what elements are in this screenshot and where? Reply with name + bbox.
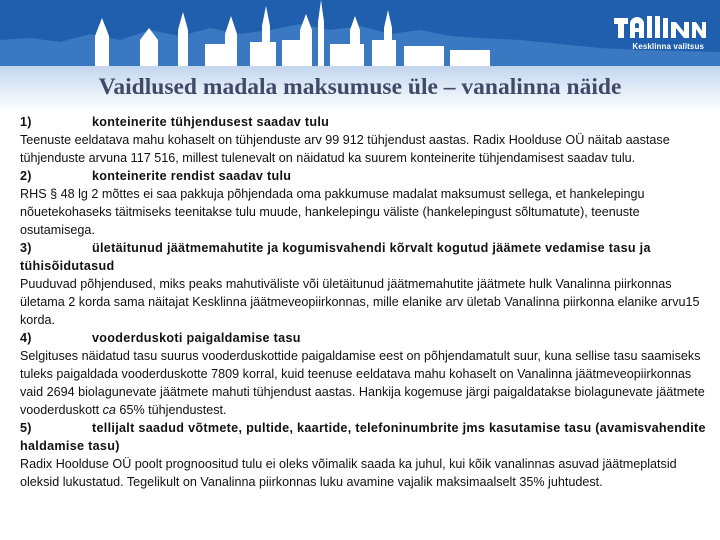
section-number: 2): [20, 169, 32, 183]
tallinn-skyline-illustration: [0, 0, 720, 66]
section-number: 3): [20, 241, 32, 255]
header-banner: [0, 0, 720, 66]
page-title: Vaidlused madala maksumuse üle – vanalinna näide: [98, 74, 622, 100]
section-body-3: Puuduvad põhjendused, miks peaks mahutiväliste või ületäitunud jäätmemahutite jäätmete hulk Vanalinna piirkonnas ületama 2 korda sama näitajat Kesklinna jäätmeveopiirkonnas, mille elanike arv ületab Vanalinna piirkonna elanike arvu15 korda.: [20, 277, 700, 327]
section-number: 4): [20, 331, 32, 345]
section-heading-text: vooderduskoti paigaldamise tasu: [92, 331, 301, 345]
section-body-4: [20, 347, 716, 419]
section-body-text: Selgituses näidatud tasu suurus vooderduskottide paigaldamise eest on põhjendamatult suur, kuna sellise tasu saamiseks tuleks paigaldada vooderduskotte 7809 korral, kuid teenuse eeldatava mahu kohaselt on Vanalinna jäätmeveopiirkonnas vaid 2694 biolagunevate jäätmete mahuti tühjendust aastas. Hankija kogemuse järgi paigaldatakse biolagunevate jäätmete vooderduskott: [20, 349, 705, 417]
section-heading-text: tellijalt saadud võtmete, pultide, kaartide, telefoninumbrite jms kasutamise tasu (avamisvahendite haldamise tasu): [20, 421, 706, 453]
section-body-emphasis: ca: [102, 403, 116, 417]
section-heading-text: ületäitunud jäätmemahutite ja kogumisvahendi kõrvalt kogutud jäämete vedamise tasu ja tühisõidutasud: [20, 241, 651, 273]
section-heading-text: konteinerite rendist saadav tulu: [92, 169, 292, 183]
section-heading-2: [20, 167, 716, 185]
tallinn-logo-mark: [614, 12, 706, 40]
section-heading-1: [20, 113, 716, 131]
section-heading-5: [20, 419, 716, 455]
section-number: 1): [20, 115, 32, 129]
document-body: [20, 113, 716, 491]
section-body-text: 65% tühjendustest.: [115, 403, 227, 417]
section-body-2: RHS § 48 lg 2 mõttes ei saa pakkuja põhjendada oma pakkumuse madalat maksumust sellega, et hankelepingu nõuetekohaseks täitmiseks teenitakse tulu muude, hankelepingu väliste (hankelepingust sõltumatute), teenuste osutamisega.: [20, 187, 645, 237]
section-body-1: Teenuste eeldatava mahu kohaselt on tühjenduste arv 99 912 tühjendust aastas. Radix Hoolduse OÜ näitab aastase tühjenduste arvuna 117 516, millest tulenevalt on näidatud ka suurem konteinerite tühjendamisest saadav tulu.: [20, 133, 670, 165]
section-heading-4: [20, 329, 716, 347]
logo-subtitle: Kesklinna valitsus: [632, 42, 704, 51]
section-body-5: Radix Hoolduse OÜ poolt prognoositud tulu ei oleks võimalik saada ka juhul, kui kõik vanalinnas asuvad jäätmeplatsid oleksid lukustatud. Tegelikult on Vanalinna piirkonnas luku avamine vajalik maksimaalselt 35% juhtudest.: [20, 457, 677, 489]
section-heading-text: konteinerite tühjendusest saadav tulu: [92, 115, 330, 129]
tallinn-logo: [614, 12, 706, 52]
section-heading-3: [20, 239, 716, 275]
section-number: 5): [20, 421, 32, 435]
